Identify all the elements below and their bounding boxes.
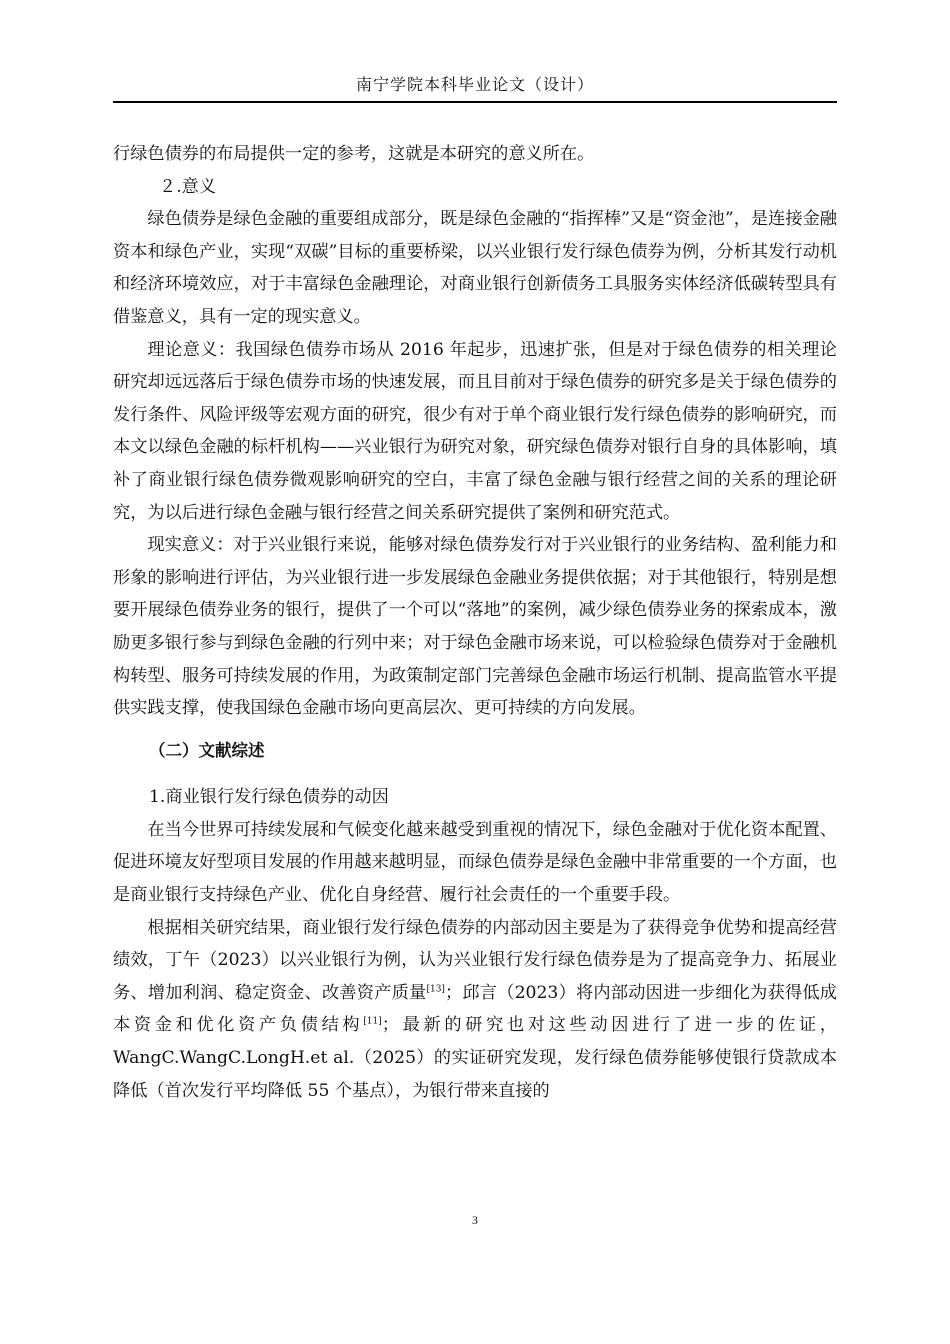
paragraph-theoretical-significance: 理论意义：我国绿色债券市场从 2016 年起步，迅速扩张，但是对于绿色债券的相关理论研究却远远落后于绿色债券市场的快速发展，而且目前对于绿色债券的研究多是关于绿色债券的发行条件、风险评级等宏观方面的研究，很少有对于单个商业银行发行绿色债券的影响研究，而本文以绿色金融的标杆机构——兴业银行为研究对象，研究绿色债券对银行自身的具体影响，填补了商业银行绿色债券微观影响研究的空白，丰富了绿色金融与银行经营之间的关系的理论研究，为以后进行绿色金融与银行经营之间关系研究提供了案例和研究范式。 — [113, 339, 837, 523]
paragraph-text-part-2: ；邱言（2023）将内部动因进一步细化为获得低成本资金和优化资产负债结构 — [113, 982, 837, 1036]
paragraph-continued: 行绿色债券的布局提供一定的参考，这就是本研究的意义所在。 — [113, 144, 595, 164]
paragraph-text-part-3: ；最新的研究也对这些动因进行了进一步的佐证，WangC.WangC.LongH.et al.（2025）的实证研究发现，发行绿色债券能够使银行贷款成本降低（首次发行平均降低 55 个基点），为银行带来直接的 — [113, 1015, 837, 1101]
body-text — [113, 138, 837, 1107]
paragraph-practical-significance: 现实意义：对于兴业银行来说，能够对绿色债券发行对于兴业银行的业务结构、盈利能力和形象的影响进行评估，为兴业银行进一步发展绿色金融业务提供依据；对于其他银行，特别是想要开展绿色债券业务的银行，提供了一个可以“落地”的案例，减少绿色债券业务的探索成本，激励更多银行参与到绿色金融的行列中来；对于绿色金融市场来说，可以检验绿色债券对于金融机构转型、服务可持续发展的作用，为政策制定部门完善绿色金融市场运行机制、提高监管水平提供实践支撑，使我国绿色金融市场向更高层次、更可持续的方向发展。 — [113, 535, 837, 719]
paragraph-text-part-1: 根据相关研究结果，商业银行发行绿色债券的内部动因主要是为了获得竞争优势和提高经营绩效，丁午（2023）以兴业银行为例，认为兴业银行发行绿色债券是为了提高竞争力、拓展业务、增加利润、稳定资金、改善资产质量 — [113, 917, 837, 1003]
page-number: 3 — [472, 1213, 478, 1227]
subheading-significance: ２.意义 — [159, 176, 217, 197]
running-header: 南宁学院本科毕业论文（设计） — [355, 75, 594, 94]
paragraph-motives-research — [113, 912, 837, 1108]
header-rule — [113, 101, 837, 103]
paragraph-significance: 绿色债券是绿色金融的重要组成部分，既是绿色金融的“指挥棒”又是“资金池”，是连接金融资本和绿色产业，实现“双碳”目标的重要桥梁，以兴业银行发行绿色债券为例，分析其发行动机和经济环境效应，对于丰富绿色金融理论，对商业银行创新债务工具服务实体经济低碳转型具有借鉴意义，具有一定的现实意义。 — [113, 209, 837, 327]
citation-13: [13] — [426, 984, 445, 995]
section-heading-literature-review: （二）文献综述 — [149, 740, 265, 760]
citation-11: [11] — [363, 1016, 382, 1027]
paragraph-motives-context: 在当今世界可持续发展和气候变化越来越受到重视的情况下，绿色金融对于优化资本配置、促进环境友好型项目发展的作用越来越明显，而绿色债券是绿色金融中非常重要的一个方面，也是商业银行支持绿色产业、优化自身经营、履行社会责任的一个重要手段。 — [113, 819, 837, 906]
subheading-motives: 1.商业银行发行绿色债券的动因 — [149, 787, 389, 808]
